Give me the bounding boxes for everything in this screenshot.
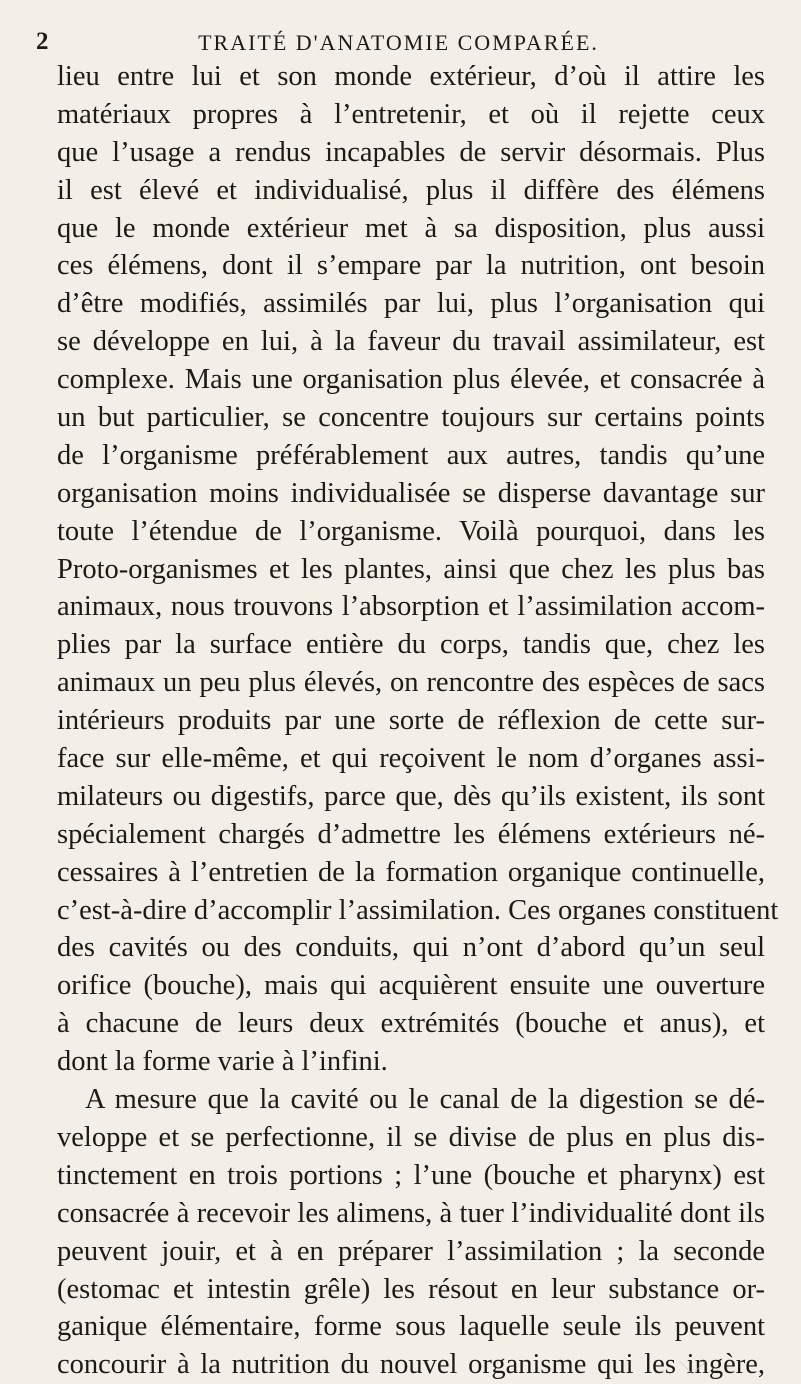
text-line: toute l’étendue de l’organisme. Voilà pourquoi, dans les <box>57 515 765 547</box>
text-line: spécialement chargés d’admettre les élémens extérieurs né- <box>57 818 765 850</box>
text-line: de l’organisme préférablement aux autres, tandis qu’une <box>57 439 765 471</box>
text-line: orifice (bouche), mais qui acquièrent ensuite une ouverture <box>57 970 765 1002</box>
text-line: animaux, nous trouvons l’absorption et l’assimilation accom- <box>57 591 765 623</box>
text-line: intérieurs produits par une sorte de réflexion de cette sur- <box>57 705 765 737</box>
text-line: se développe en lui, à la faveur du travail assimilateur, est <box>57 326 765 358</box>
text-line: d’être modifiés, assimilés par lui, plus l’organisation qui <box>57 288 765 320</box>
text-line: tinctement en trois portions ; l’une (bouche et pharynx) est <box>57 1159 765 1191</box>
text-line: milateurs ou digestifs, parce que, dès qu’ils existent, ils sont <box>57 780 765 812</box>
text-line: il est élevé et individualisé, plus il diffère des élémens <box>57 174 765 206</box>
text-line: des cavités ou des conduits, qui n’ont d’abord qu’un seul <box>57 932 765 964</box>
text-line: ces élémens, dont il s’empare par la nutrition, ont besoin <box>57 250 765 282</box>
text-line: complexe. Mais une organisation plus élevée, et consacrée à <box>57 364 765 396</box>
text-line: cessaires à l’entretien de la formation organique continuelle, <box>57 856 765 888</box>
text-line: face sur elle-même, et qui reçoivent le nom d’organes assi- <box>57 743 765 775</box>
text-line: Proto-organismes et les plantes, ainsi que chez les plus bas <box>57 553 765 585</box>
text-line: c’est-à-dire d’accomplir l’assimilation. Ces organes constituent <box>57 894 779 926</box>
text-line: que l’usage a rendus incapables de servir désormais. Plus <box>57 136 765 168</box>
text-line: peuvent jouir, et à en préparer l’assimilation ; la seconde <box>57 1235 765 1267</box>
page-header <box>36 28 761 62</box>
text-line: plies par la surface entière du corps, tandis que, chez les <box>57 629 765 661</box>
text-line: veloppe et se perfectionne, il se divise de plus en plus dis- <box>57 1121 765 1153</box>
text-line: dont la forme varie à l’infini. <box>57 1046 388 1078</box>
text-line: matériaux propres à l’entretenir, et où il rejette ceux <box>57 98 765 130</box>
text-line: ganique élémentaire, forme sous laquelle seule ils peuvent <box>57 1311 765 1343</box>
page-number: 2 <box>36 28 49 55</box>
running-title: TRAITÉ D'ANATOMIE COMPARÉE. <box>198 30 599 55</box>
text-line: un but particulier, se concentre toujours sur certains points <box>57 402 765 434</box>
text-line: à chacune de leurs deux extrémités (bouche et anus), et <box>57 1008 765 1040</box>
text-line: que le monde extérieur met à sa disposition, plus aussi <box>57 212 765 244</box>
text-line: animaux un peu plus élevés, on rencontre des espèces de sacs <box>57 667 765 699</box>
text-line: (estomac et intestin grêle) les résout en leur substance or- <box>57 1273 765 1305</box>
text-line: A mesure que la cavité ou le canal de la digestion se dé- <box>85 1084 765 1116</box>
text-line: concourir à la nutrition du nouvel organisme qui les ingère, <box>57 1349 765 1381</box>
text-line: consacrée à recevoir les alimens, à tuer l’individualité dont ils <box>57 1197 765 1229</box>
text-line: organisation moins individualisée se disperse davantage sur <box>57 477 765 509</box>
body-text <box>57 58 779 1384</box>
text-line: lieu entre lui et son monde extérieur, d’où il attire les <box>57 61 765 92</box>
